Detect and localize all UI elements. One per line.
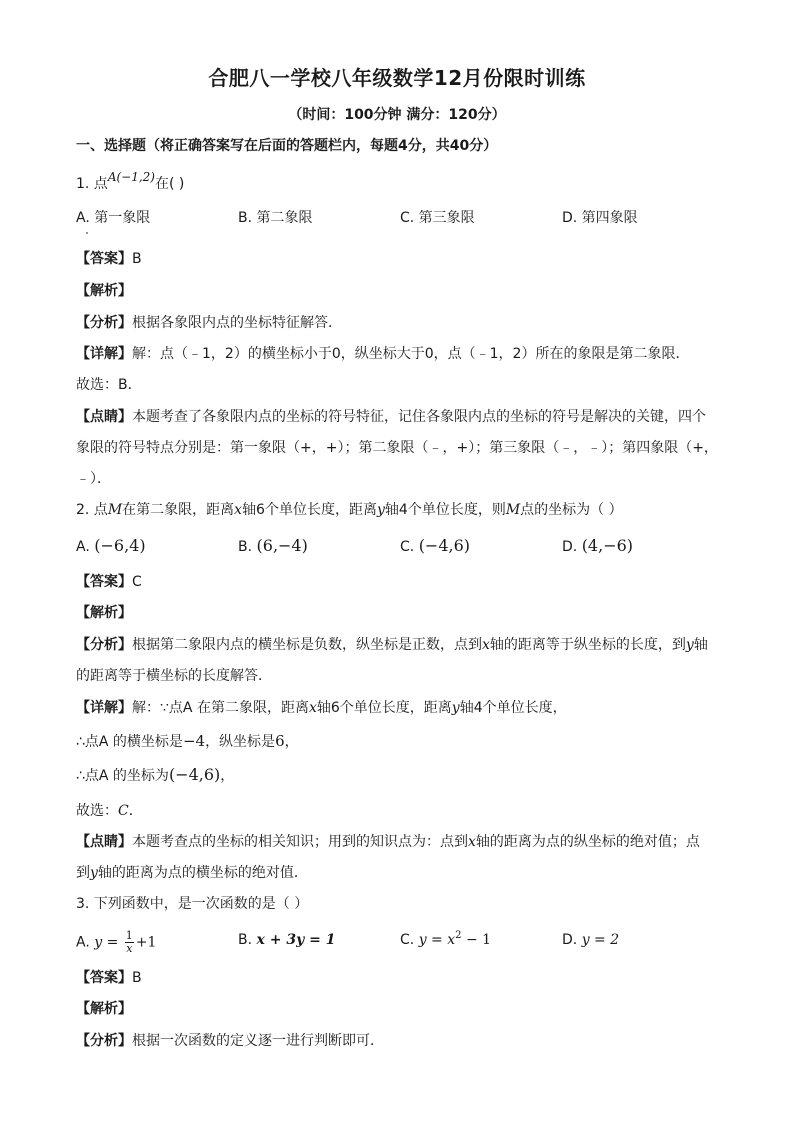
- q2-fenxi-2: 的距离等于横坐标的长度解答．: [76, 668, 272, 684]
- q2-option-a: A. (−6,4): [76, 536, 146, 555]
- section-heading: 一、选择题（将正确答案写在后面的答题栏内，每题4分，共40分）: [76, 138, 498, 154]
- stray-dot: [86, 232, 88, 234]
- q2-line-b: ∴点A 的坐标为(−4,6)，: [76, 765, 235, 784]
- q1-stem: 1. 点A(−1,2)在( ): [76, 170, 185, 192]
- q3-option-b: B. x + 3y = 1: [238, 932, 336, 948]
- q1-option-b: B. 第二象限: [238, 210, 313, 226]
- q1-guxuan: 故选：B．: [76, 377, 142, 393]
- q2-fenxi-1: 【分析】根据第二象限内点的横坐标是负数，纵坐标是正数，点到x轴的距离等于纵坐标的长度，到y轴: [76, 637, 708, 653]
- q3-option-a: A. y = $\frac{1}{x}$ +1: [76, 929, 157, 955]
- q1-option-c: C. 第三象限: [400, 210, 475, 226]
- q1-dianjing-3: ﹣）．: [76, 471, 111, 487]
- q2-stem: 2. 点M在第二象限，距离x轴6个单位长度，距离y轴4个单位长度，则M点的坐标为（ ）: [76, 502, 623, 518]
- page-title: 合肥八一学校八年级数学12月份限时训练: [208, 66, 586, 90]
- q1-dianjing-2: 象限的符号特点分别是：第一象限（+，+）；第二象限（﹣，+）；第三象限（﹣，﹣）；第四象限（+，: [76, 440, 718, 456]
- q2-answer: 【答案】C: [76, 574, 142, 590]
- q2-guxuan: 故选：C．: [76, 803, 143, 819]
- q2-dianjing-2: 到y轴的距离为点的横坐标的绝对值．: [76, 865, 308, 881]
- q2-option-c: C. (−4,6): [400, 536, 471, 555]
- q1-answer: 【答案】B: [76, 251, 142, 267]
- q2-option-b: B. (6,−4): [238, 536, 308, 555]
- q3-option-d: D. y = 2: [562, 932, 620, 948]
- q1-dianjing-1: 【点睛】本题考查了各象限内点的坐标的符号特征，记住各象限内点的坐标的符号是解决的关键，四个: [76, 409, 706, 425]
- q1-option-d: D. 第四象限: [562, 210, 638, 226]
- q3-option-c: C. $y = x^2 - 1$: [400, 930, 492, 948]
- q3-answer: 【答案】B: [76, 970, 142, 986]
- q3-stem: 3. 下列函数中，是一次函数的是（ ）: [76, 896, 309, 912]
- q1-option-a: A. 第一象限: [76, 210, 151, 226]
- page-subtitle: （时间：100分钟 满分：120分）: [288, 107, 506, 123]
- q1-fenxi: 【分析】根据各象限内点的坐标特征解答．: [76, 315, 342, 331]
- q3-analysis-tag: 【解析】: [76, 1001, 132, 1017]
- q2-option-d: D. (4,−6): [562, 536, 634, 555]
- q1-xiangjie: 【详解】解：点（﹣1，2）的横坐标小于0，纵坐标大于0，点（﹣1，2）所在的象限是第二象限．: [76, 346, 690, 362]
- q1-point: A(−1,2): [107, 170, 155, 184]
- q1-analysis-tag: 【解析】: [76, 283, 132, 299]
- q2-xiangjie: 【详解】解：∵点A 在第二象限，距离x轴6个单位长度，距离y轴4个单位长度，: [76, 700, 567, 716]
- q2-analysis-tag: 【解析】: [76, 605, 132, 621]
- q3-fenxi: 【分析】根据一次函数的定义逐一进行判断即可．: [76, 1033, 384, 1049]
- q2-line-a: ∴点A 的横坐标是−4，纵坐标是6，: [76, 732, 299, 750]
- q3-option-a-fraction: $\frac{1}{x}$: [125, 929, 133, 955]
- q2-dianjing-1: 【点睛】本题考查点的坐标的相关知识；用到的知识点为：点到x轴的距离为点的纵坐标的绝对值；点: [76, 834, 700, 850]
